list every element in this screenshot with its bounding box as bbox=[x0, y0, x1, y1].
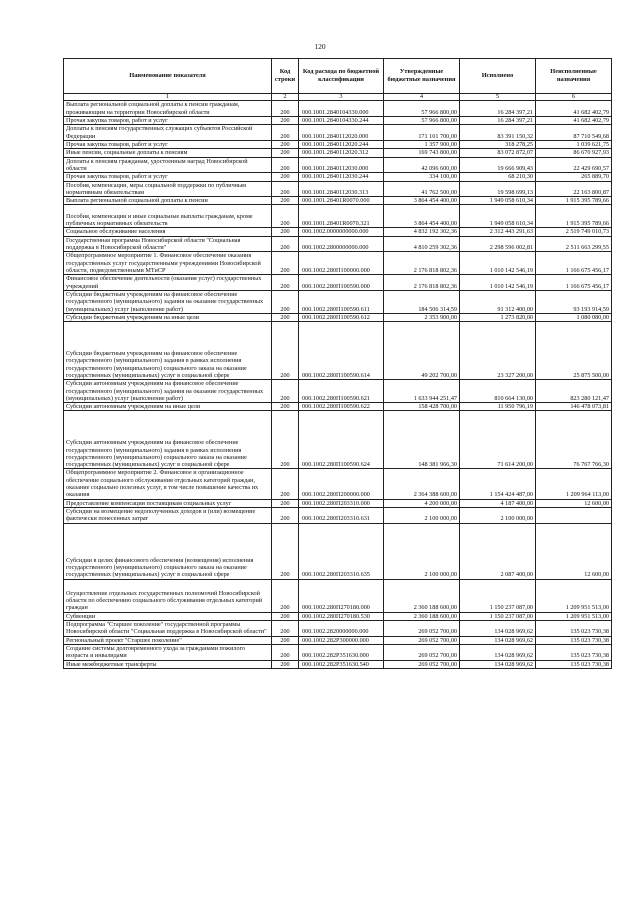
budget-code-cell: 000.1001.2840112020.244 bbox=[299, 140, 384, 148]
table-row bbox=[64, 140, 612, 148]
executed-amount-cell: 1 010 142 546,19 bbox=[460, 252, 536, 275]
budget-code-cell: 000.1001.2840112020.000 bbox=[299, 125, 384, 141]
unexecuted-amount-cell: 1 209 951 513,00 bbox=[536, 579, 612, 612]
table-row bbox=[64, 612, 612, 620]
unexecuted-amount-cell: 12 600,00 bbox=[536, 523, 612, 579]
table-row bbox=[64, 228, 612, 236]
approved-amount-cell: 269 052 700,00 bbox=[384, 620, 460, 636]
table-row bbox=[64, 117, 612, 125]
executed-amount-cell: 2 087 400,00 bbox=[460, 523, 536, 579]
approved-amount-cell: 4 810 259 302,36 bbox=[384, 236, 460, 252]
approved-amount-cell: 269 052 700,00 bbox=[384, 636, 460, 644]
unexecuted-amount-cell: 41 682 402,79 bbox=[536, 117, 612, 125]
budget-code-cell: 000.1001.2840104330.244 bbox=[299, 117, 384, 125]
row-name-cell: Субсидии автономным учреждениям на иные цели bbox=[64, 403, 272, 411]
executed-amount-cell: 2 100 000,00 bbox=[460, 508, 536, 524]
page-number: 120 bbox=[314, 42, 326, 51]
unexecuted-amount-cell: 41 682 402,79 bbox=[536, 101, 612, 117]
unexecuted-amount-cell: 2 511 663 299,55 bbox=[536, 236, 612, 252]
budget-code-cell: 000.1002.280П200000.000 bbox=[299, 469, 384, 499]
budget-code-cell: 000.1002.280П100000.000 bbox=[299, 252, 384, 275]
approved-amount-cell: 171 101 700,00 bbox=[384, 125, 460, 141]
table-row bbox=[64, 197, 612, 205]
row-code-cell: 200 bbox=[272, 380, 299, 403]
table-row bbox=[64, 469, 612, 499]
unexecuted-amount-cell: 87 710 549,68 bbox=[536, 125, 612, 141]
row-name-cell: Субвенции bbox=[64, 612, 272, 620]
column-number: 3 bbox=[299, 94, 384, 101]
budget-code-cell: 000.1001.2840112030.000 bbox=[299, 157, 384, 173]
header-approved: Утвержденные бюджетные назначения bbox=[384, 59, 460, 94]
budget-code-cell: 000.1002.282P351630.000 bbox=[299, 644, 384, 660]
budget-code-cell: 000.1002.280П100590.622 bbox=[299, 403, 384, 411]
table-row bbox=[64, 101, 612, 117]
row-name-cell: Иные межбюджетные трансферты bbox=[64, 660, 272, 668]
row-code-cell: 200 bbox=[272, 157, 299, 173]
row-code-cell: 200 bbox=[272, 499, 299, 507]
row-code-cell: 200 bbox=[272, 313, 299, 321]
row-name-cell: Субсидии в целях финансового обеспечения (возмещения) исполнения государственного (муниципального) социального заказа на оказание государственных (муниципальных) услуг в социальной сфере bbox=[64, 523, 272, 579]
budget-code-cell: 000.1002.2820000000.000 bbox=[299, 620, 384, 636]
approved-amount-cell: 1 357 900,00 bbox=[384, 140, 460, 148]
row-name-cell: Субсидии бюджетным учреждениям на иные цели bbox=[64, 313, 272, 321]
column-number: 1 bbox=[64, 94, 272, 101]
unexecuted-amount-cell: 1 080 080,00 bbox=[536, 313, 612, 321]
approved-amount-cell: 2 100 000,00 bbox=[384, 508, 460, 524]
approved-amount-cell: 4 200 000,00 bbox=[384, 499, 460, 507]
row-code-cell: 200 bbox=[272, 579, 299, 612]
header-row-code: Код строки bbox=[272, 59, 299, 94]
budget-code-cell: 000.1001.2840112030.244 bbox=[299, 173, 384, 181]
executed-amount-cell: 83 072 872,07 bbox=[460, 149, 536, 157]
header-unexecuted: Неисполненные назначения bbox=[536, 59, 612, 94]
approved-amount-cell: 148 381 966,30 bbox=[384, 411, 460, 469]
executed-amount-cell: 71 614 200,00 bbox=[460, 411, 536, 469]
approved-amount-cell: 269 052 700,00 bbox=[384, 660, 460, 668]
unexecuted-amount-cell: 823 280 121,47 bbox=[536, 380, 612, 403]
approved-amount-cell: 2 100 000,00 bbox=[384, 523, 460, 579]
executed-amount-cell: 1 949 058 610,34 bbox=[460, 197, 536, 205]
row-name-cell: Субсидии бюджетным учреждениям на финансовое обеспечение государственного (муниципального) задания в рамках исполнения государственного (муниципального) социального заказа на оказание государственных (муниципальных) услуг в социальной сфере bbox=[64, 322, 272, 380]
row-name-cell: Субсидии автономным учреждениям на финансовое обеспечение государственного (муниципального) задания в рамках исполнения государственного (муниципального) социального заказа на оказание государственных (муниципальных) услуг в социальной сфере bbox=[64, 411, 272, 469]
row-code-cell: 200 bbox=[272, 508, 299, 524]
budget-code-cell: 000.1002.282P300000.000 bbox=[299, 636, 384, 644]
executed-amount-cell: 2 298 596 002,81 bbox=[460, 236, 536, 252]
row-name-cell: Пособия, компенсации и иные социальные выплаты гражданам, кроме публичных нормативных обязательств bbox=[64, 205, 272, 228]
executed-amount-cell: 1 150 237 087,00 bbox=[460, 612, 536, 620]
budget-code-cell: 000.1002.282P351630.540 bbox=[299, 660, 384, 668]
row-name-cell: Осуществление отдельных государственных полномочий Новосибирской области по обеспечению социального обслуживания отдельных категорий граждан bbox=[64, 579, 272, 612]
row-code-cell: 200 bbox=[272, 205, 299, 228]
approved-amount-cell: 2 364 388 600,00 bbox=[384, 469, 460, 499]
executed-amount-cell: 11 950 796,19 bbox=[460, 403, 536, 411]
row-code-cell: 200 bbox=[272, 322, 299, 380]
table-row bbox=[64, 173, 612, 181]
budget-code-cell: 000.1002.280П100590.624 bbox=[299, 411, 384, 469]
budget-code-cell: 000.1001.28401R0070.000 bbox=[299, 197, 384, 205]
row-code-cell: 200 bbox=[272, 403, 299, 411]
approved-amount-cell: 169 743 800,00 bbox=[384, 149, 460, 157]
unexecuted-amount-cell: 135 023 730,38 bbox=[536, 660, 612, 668]
executed-amount-cell: 1 273 820,00 bbox=[460, 313, 536, 321]
table-row bbox=[64, 275, 612, 291]
table-row bbox=[64, 660, 612, 668]
budget-code-cell: 000.1002.280П100590.614 bbox=[299, 322, 384, 380]
unexecuted-amount-cell: 1 209 951 513,00 bbox=[536, 612, 612, 620]
approved-amount-cell: 269 052 700,00 bbox=[384, 644, 460, 660]
executed-amount-cell: 134 028 969,62 bbox=[460, 660, 536, 668]
column-number: 2 bbox=[272, 94, 299, 101]
row-name-cell: Создание системы долговременного ухода за гражданами пожилого возраста и инвалидами bbox=[64, 644, 272, 660]
approved-amount-cell: 3 864 454 400,00 bbox=[384, 205, 460, 228]
row-name-cell: Выплата региональной социальной доплаты к пенсии bbox=[64, 197, 272, 205]
row-name-cell: Выплата региональной социальной доплаты к пенсии гражданам, проживающим на территории Новосибирской области bbox=[64, 101, 272, 117]
unexecuted-amount-cell: 1 166 675 456,17 bbox=[536, 252, 612, 275]
budget-code-cell: 000.1002.280П203310.631 bbox=[299, 508, 384, 524]
unexecuted-amount-cell: 146 478 073,81 bbox=[536, 403, 612, 411]
approved-amount-cell: 2 176 818 802,36 bbox=[384, 252, 460, 275]
table-row bbox=[64, 322, 612, 380]
table-row bbox=[64, 252, 612, 275]
row-code-cell: 200 bbox=[272, 620, 299, 636]
row-code-cell: 200 bbox=[272, 636, 299, 644]
unexecuted-amount-cell: 265 889,70 bbox=[536, 173, 612, 181]
executed-amount-cell: 23 327 200,00 bbox=[460, 322, 536, 380]
executed-amount-cell: 91 312 400,00 bbox=[460, 290, 536, 313]
executed-amount-cell: 1 150 237 087,00 bbox=[460, 579, 536, 612]
row-code-cell: 200 bbox=[272, 411, 299, 469]
executed-amount-cell: 318 278,25 bbox=[460, 140, 536, 148]
row-name-cell: Предоставление компенсации поставщикам социальных услуг bbox=[64, 499, 272, 507]
budget-code-cell: 000.1002.2800000000.000 bbox=[299, 236, 384, 252]
table-row bbox=[64, 205, 612, 228]
row-code-cell: 200 bbox=[272, 469, 299, 499]
unexecuted-amount-cell: 1 915 395 789,66 bbox=[536, 205, 612, 228]
row-code-cell: 200 bbox=[272, 644, 299, 660]
executed-amount-cell: 4 187 400,00 bbox=[460, 499, 536, 507]
header-name: Наименование показателя bbox=[64, 59, 272, 94]
row-code-cell: 200 bbox=[272, 117, 299, 125]
row-name-cell: Подпрограмма "Старшее поколение" государственной программы Новосибирской области "Социальная поддержка в Новосибирской области" bbox=[64, 620, 272, 636]
unexecuted-amount-cell bbox=[536, 508, 612, 524]
unexecuted-amount-cell: 76 767 766,30 bbox=[536, 411, 612, 469]
row-code-cell: 200 bbox=[272, 612, 299, 620]
unexecuted-amount-cell: 22 163 800,87 bbox=[536, 181, 612, 197]
unexecuted-amount-cell: 135 023 730,38 bbox=[536, 620, 612, 636]
column-number: 4 bbox=[384, 94, 460, 101]
budget-code-cell: 000.1001.2840112030.313 bbox=[299, 181, 384, 197]
row-code-cell: 200 bbox=[272, 140, 299, 148]
row-code-cell: 200 bbox=[272, 236, 299, 252]
budget-code-cell: 000.1002.0000000000.000 bbox=[299, 228, 384, 236]
executed-amount-cell: 134 028 969,62 bbox=[460, 644, 536, 660]
column-number: 6 bbox=[536, 94, 612, 101]
table-row bbox=[64, 636, 612, 644]
approved-amount-cell: 3 864 454 400,00 bbox=[384, 197, 460, 205]
budget-code-cell: 000.1002.280П100590.612 bbox=[299, 313, 384, 321]
column-number: 5 bbox=[460, 94, 536, 101]
table-row bbox=[64, 508, 612, 524]
budget-code-cell: 000.1002.280П270180.530 bbox=[299, 612, 384, 620]
executed-amount-cell: 16 284 397,21 bbox=[460, 117, 536, 125]
header-executed: Исполнено bbox=[460, 59, 536, 94]
executed-amount-cell: 83 391 150,32 bbox=[460, 125, 536, 141]
table-body bbox=[64, 101, 612, 668]
unexecuted-amount-cell: 135 023 730,38 bbox=[536, 644, 612, 660]
approved-amount-cell: 2 353 900,00 bbox=[384, 313, 460, 321]
table-row bbox=[64, 125, 612, 141]
row-code-cell: 200 bbox=[272, 290, 299, 313]
approved-amount-cell: 2 360 188 600,00 bbox=[384, 612, 460, 620]
row-code-cell: 200 bbox=[272, 228, 299, 236]
budget-code-cell: 000.1001.2840112020.312 bbox=[299, 149, 384, 157]
approved-amount-cell: 184 506 314,59 bbox=[384, 290, 460, 313]
row-code-cell: 200 bbox=[272, 101, 299, 117]
row-code-cell: 200 bbox=[272, 660, 299, 668]
table-header-row bbox=[64, 59, 612, 94]
row-code-cell: 200 bbox=[272, 173, 299, 181]
approved-amount-cell: 4 832 192 302,36 bbox=[384, 228, 460, 236]
row-code-cell: 200 bbox=[272, 252, 299, 275]
table-row bbox=[64, 290, 612, 313]
row-name-cell: Региональный проект "Старшее поколение" bbox=[64, 636, 272, 644]
approved-amount-cell: 57 966 800,00 bbox=[384, 117, 460, 125]
table-row bbox=[64, 236, 612, 252]
executed-amount-cell: 19 666 909,43 bbox=[460, 157, 536, 173]
unexecuted-amount-cell: 135 023 730,38 bbox=[536, 636, 612, 644]
approved-amount-cell: 2 360 188 600,00 bbox=[384, 579, 460, 612]
table-row bbox=[64, 313, 612, 321]
budget-code-cell: 000.1002.280П100590.611 bbox=[299, 290, 384, 313]
row-name-cell: Государственная программа Новосибирской области "Социальная поддержка в Новосибирской области" bbox=[64, 236, 272, 252]
budget-code-cell: 000.1002.280П203310.635 bbox=[299, 523, 384, 579]
table-row bbox=[64, 380, 612, 403]
executed-amount-cell: 134 028 969,62 bbox=[460, 620, 536, 636]
unexecuted-amount-cell: 93 193 914,59 bbox=[536, 290, 612, 313]
row-code-cell: 200 bbox=[272, 523, 299, 579]
budget-code-cell: 000.1002.280П100590.621 bbox=[299, 380, 384, 403]
executed-amount-cell: 16 284 397,21 bbox=[460, 101, 536, 117]
approved-amount-cell: 158 428 700,00 bbox=[384, 403, 460, 411]
executed-amount-cell: 1 154 424 487,00 bbox=[460, 469, 536, 499]
table-row bbox=[64, 620, 612, 636]
row-name-cell: Общепрограммное мероприятие 1. Финансовое обеспечение оказания государственных услуг государственными учреждениями Новосибирской области, подведомственными МТиСР bbox=[64, 252, 272, 275]
unexecuted-amount-cell: 12 600,00 bbox=[536, 499, 612, 507]
executed-amount-cell: 2 312 443 291,63 bbox=[460, 228, 536, 236]
table-row bbox=[64, 579, 612, 612]
approved-amount-cell: 41 762 500,00 bbox=[384, 181, 460, 197]
row-name-cell: Субсидии автономным учреждениям на финансовое обеспечение государственного (муниципального) задания на оказание государственных (муниципальных) услуг (выполнение работ) bbox=[64, 380, 272, 403]
row-name-cell: Общепрограммное мероприятие 2. Финансовое и организационное обеспечение социального обслуживания отдельных категорий граждан, оказание социально полезных услуг, в том числе повышение качества их оказания bbox=[64, 469, 272, 499]
unexecuted-amount-cell: 1 915 395 789,66 bbox=[536, 197, 612, 205]
executed-amount-cell: 68 210,30 bbox=[460, 173, 536, 181]
row-name-cell: Субсидии на возмещение недополученных доходов и (или) возмещение фактически понесенных затрат bbox=[64, 508, 272, 524]
executed-amount-cell: 1 949 058 610,34 bbox=[460, 205, 536, 228]
row-name-cell: Иные пенсии, социальные доплаты к пенсиям bbox=[64, 149, 272, 157]
executed-amount-cell: 19 598 699,13 bbox=[460, 181, 536, 197]
approved-amount-cell: 49 202 700,00 bbox=[384, 322, 460, 380]
executed-amount-cell: 1 010 142 546,19 bbox=[460, 275, 536, 291]
unexecuted-amount-cell: 2 519 749 010,73 bbox=[536, 228, 612, 236]
approved-amount-cell: 334 100,00 bbox=[384, 173, 460, 181]
unexecuted-amount-cell: 1 039 621,75 bbox=[536, 140, 612, 148]
table-row bbox=[64, 644, 612, 660]
row-name-cell: Социальное обслуживание населения bbox=[64, 228, 272, 236]
budget-code-cell: 000.1002.280П203310.000 bbox=[299, 499, 384, 507]
row-name-cell: Прочая закупка товаров, работ и услуг bbox=[64, 173, 272, 181]
table-row bbox=[64, 181, 612, 197]
executed-amount-cell: 134 028 969,62 bbox=[460, 636, 536, 644]
unexecuted-amount-cell: 1 166 675 456,17 bbox=[536, 275, 612, 291]
row-code-cell: 200 bbox=[272, 125, 299, 141]
table-row bbox=[64, 411, 612, 469]
approved-amount-cell: 2 176 818 802,36 bbox=[384, 275, 460, 291]
approved-amount-cell: 1 633 944 251,47 bbox=[384, 380, 460, 403]
row-code-cell: 200 bbox=[272, 149, 299, 157]
budget-code-cell: 000.1001.28401R0070.321 bbox=[299, 205, 384, 228]
table-row bbox=[64, 403, 612, 411]
header-budget-code: Код расхода по бюджетной классификации bbox=[299, 59, 384, 94]
budget-code-cell: 000.1002.280П270180.000 bbox=[299, 579, 384, 612]
approved-amount-cell: 42 096 600,00 bbox=[384, 157, 460, 173]
row-name-cell: Прочая закупка товаров, работ и услуг bbox=[64, 140, 272, 148]
row-code-cell: 200 bbox=[272, 275, 299, 291]
unexecuted-amount-cell: 25 875 500,00 bbox=[536, 322, 612, 380]
row-name-cell: Субсидии бюджетным учреждениям на финансовое обеспечение государственного (муниципального) задания на оказание государственных (муниципальных) услуг (выполнение работ) bbox=[64, 290, 272, 313]
unexecuted-amount-cell: 86 670 927,93 bbox=[536, 149, 612, 157]
row-name-cell: Доплаты к пенсиям гражданам, удостоенным наград Новосибирской области bbox=[64, 157, 272, 173]
row-name-cell: Пособия, компенсации, меры социальной поддержки по публичным нормативным обязательствам bbox=[64, 181, 272, 197]
unexecuted-amount-cell: 22 429 690,57 bbox=[536, 157, 612, 173]
table-row bbox=[64, 523, 612, 579]
row-name-cell: Прочая закупка товаров, работ и услуг bbox=[64, 117, 272, 125]
budget-code-cell: 000.1002.280П100590.000 bbox=[299, 275, 384, 291]
budget-execution-table bbox=[63, 58, 612, 669]
approved-amount-cell: 57 966 800,00 bbox=[384, 101, 460, 117]
executed-amount-cell: 810 664 130,00 bbox=[460, 380, 536, 403]
table-row bbox=[64, 149, 612, 157]
row-name-cell: Доплаты к пенсиям государственных служащих субъектов Российской Федерации bbox=[64, 125, 272, 141]
table-row bbox=[64, 499, 612, 507]
table-row bbox=[64, 157, 612, 173]
row-code-cell: 200 bbox=[272, 197, 299, 205]
row-code-cell: 200 bbox=[272, 181, 299, 197]
column-number-row bbox=[64, 94, 612, 101]
unexecuted-amount-cell: 1 209 964 113,00 bbox=[536, 469, 612, 499]
row-name-cell: Финансовое обеспечение деятельности (оказания услуг) государственных учреждений bbox=[64, 275, 272, 291]
budget-code-cell: 000.1001.2840104330.000 bbox=[299, 101, 384, 117]
